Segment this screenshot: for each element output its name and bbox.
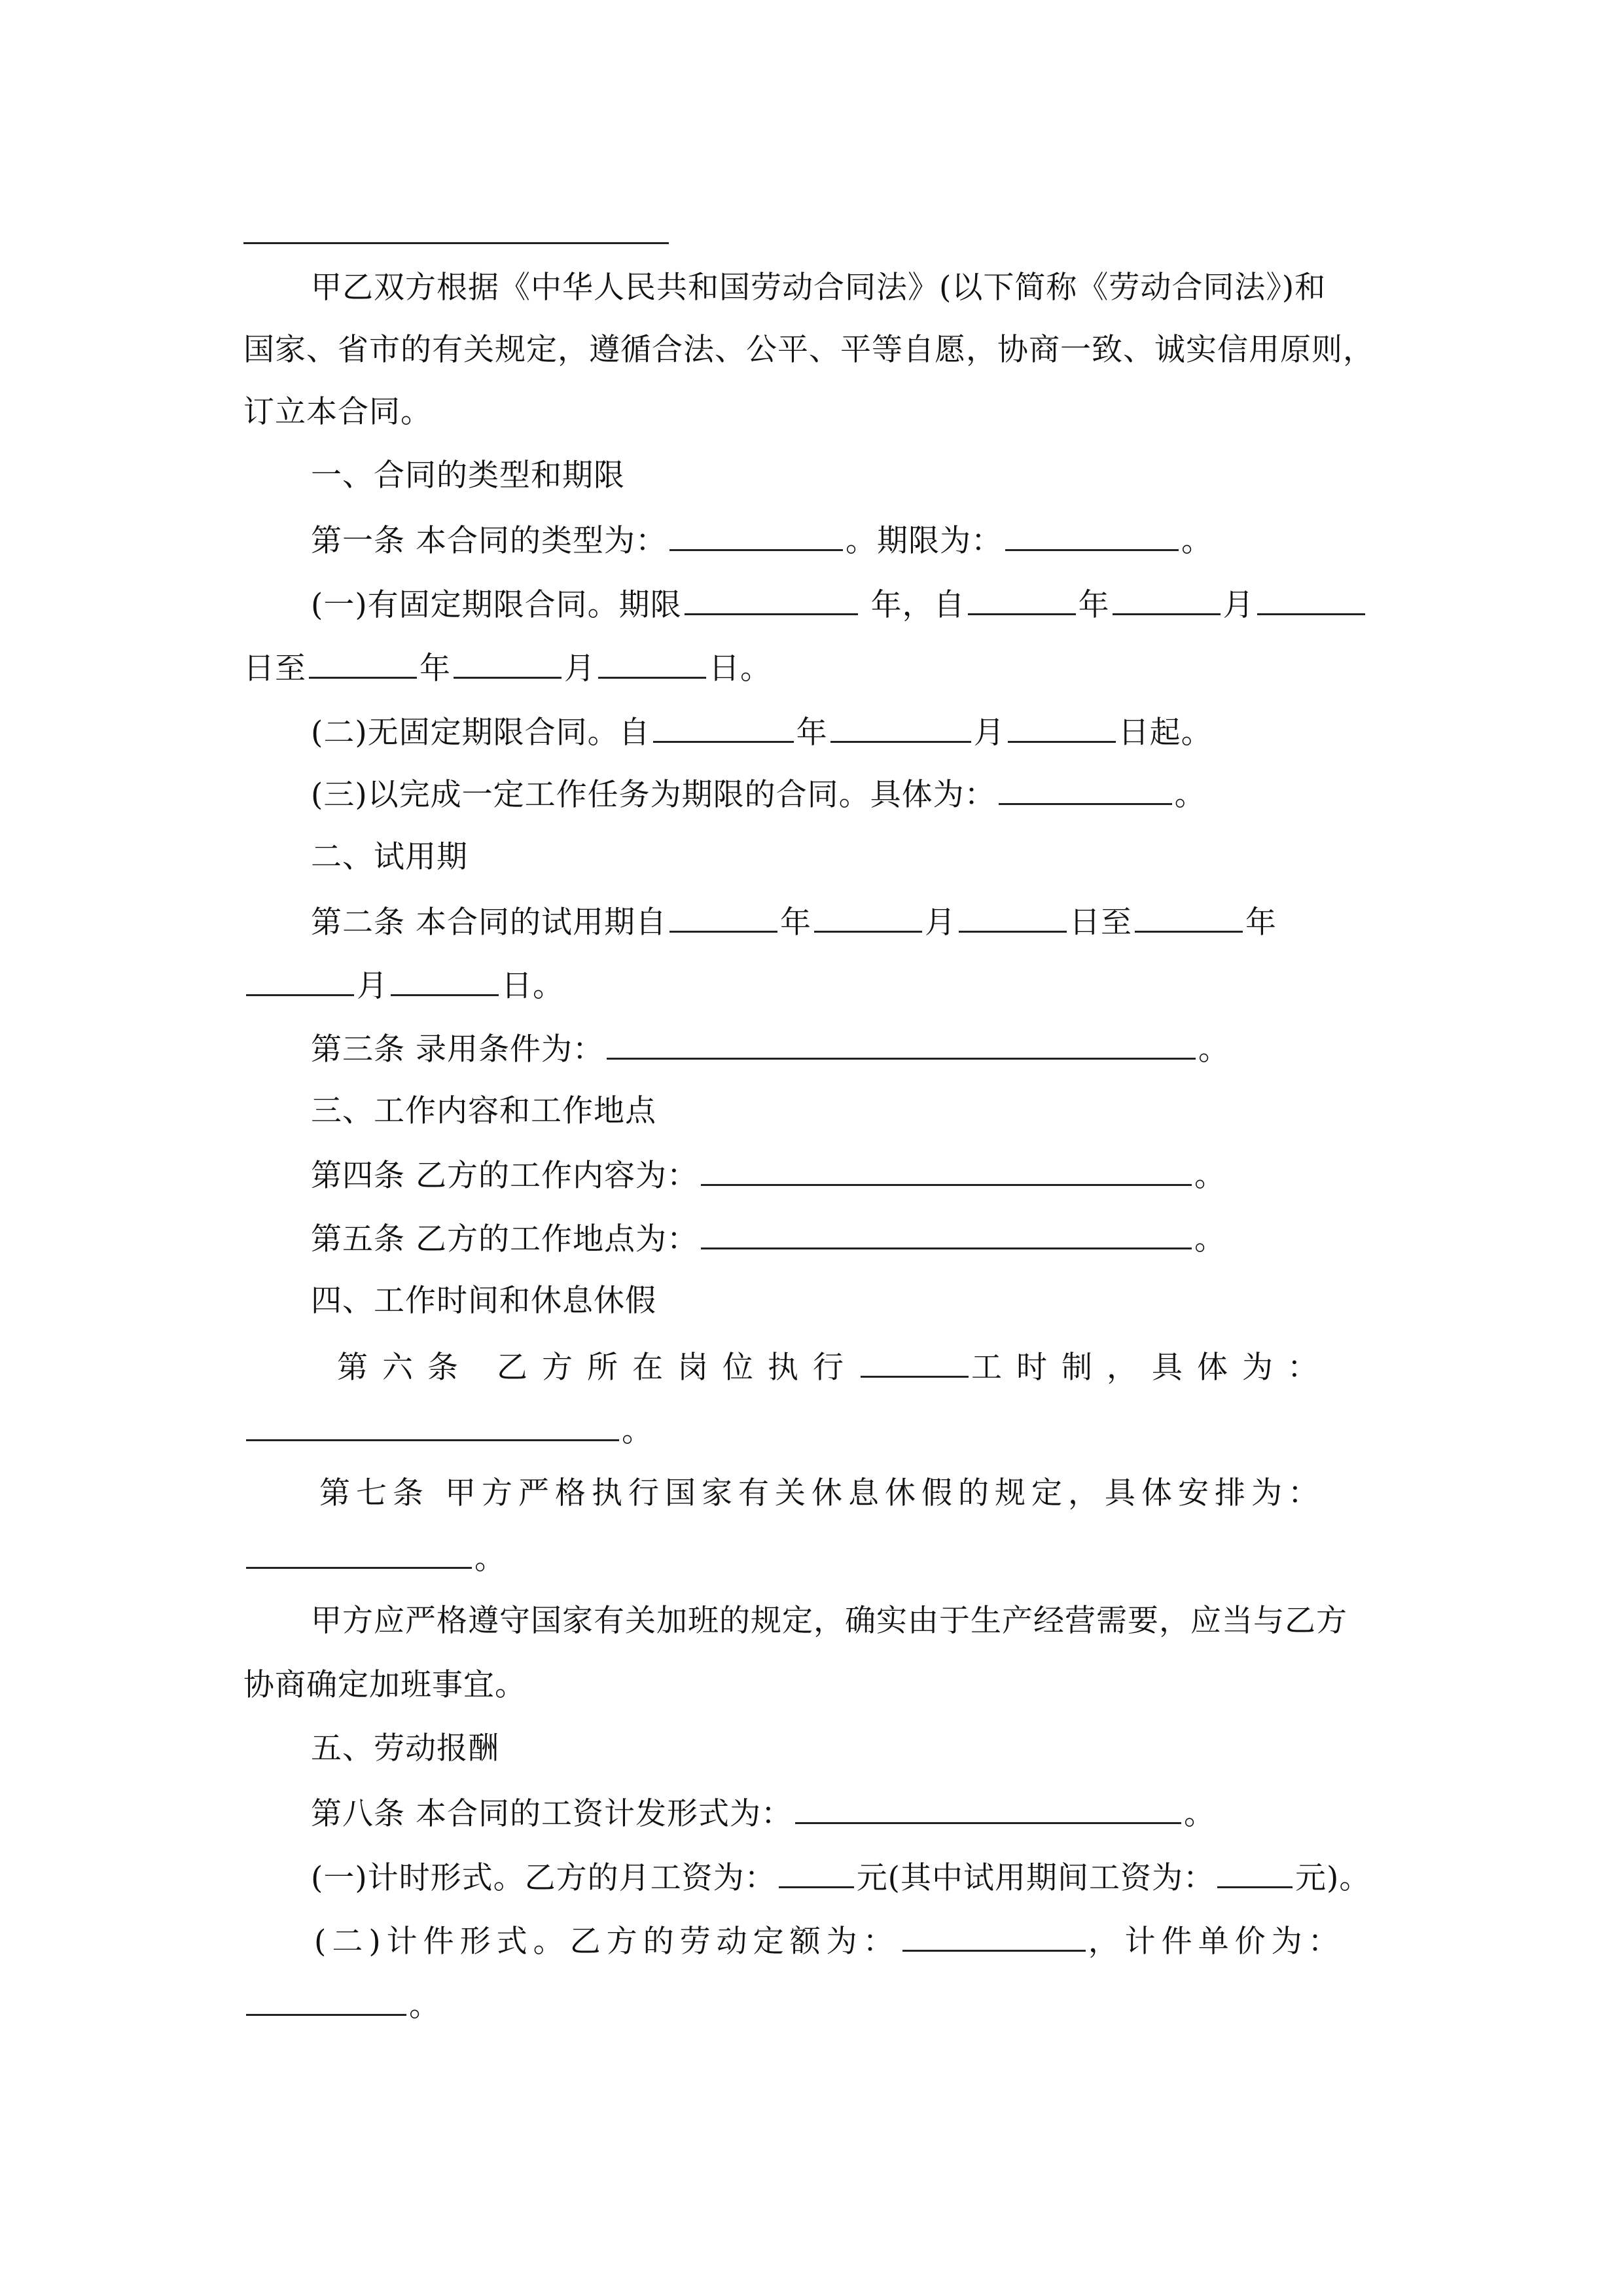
unit-price-label: ，计件单价为：: [1088, 1924, 1345, 1960]
work-hours-label: 工时制，具体为：: [971, 1350, 1332, 1386]
piece-wage-label: (二)计件形式。乙方的劳动定额为：: [314, 1924, 900, 1960]
start-month-blank[interactable]: [1113, 584, 1221, 615]
job-location-blank[interactable]: [701, 1219, 1192, 1249]
day-to-label: 日至: [243, 651, 306, 687]
open-term-label: (二)无固定期限合同。自: [311, 715, 651, 751]
end-month-blank[interactable]: [454, 648, 562, 679]
task-blank[interactable]: [999, 774, 1172, 805]
article-2-line-2: [243, 965, 564, 1006]
hiring-conditions-blank[interactable]: [607, 1029, 1196, 1060]
period: 。: [474, 1541, 506, 1577]
probation-end-day-blank[interactable]: [391, 965, 499, 996]
period: 。: [409, 1988, 440, 2024]
work-hours-blank[interactable]: [861, 1347, 969, 1378]
section-1-title: 一、合同的类型和期限: [311, 457, 625, 493]
intro-line-1: 甲乙双方根据《中华人民共和国劳动合同法》(以下简称《劳动合同法》)和: [311, 270, 1327, 306]
article-3-label: 第三条 录用条件为：: [311, 1031, 604, 1067]
job-content-blank[interactable]: [701, 1155, 1192, 1186]
overtime-line-2: 协商确定加班事宜。: [243, 1667, 526, 1703]
day-to-label: 日至: [1069, 905, 1132, 941]
years-blank[interactable]: [685, 584, 858, 615]
day-end-label: 日。: [501, 968, 564, 1004]
article-7-line-2: [243, 1538, 506, 1579]
piece-wage-line: [314, 1921, 1345, 1962]
overtime-line-1: 甲方应严格遵守国家有关加班的规定，确实由于生产经营需要，应当与乙方: [311, 1603, 1347, 1639]
period: 。: [1181, 523, 1213, 559]
month-label: 月: [924, 905, 956, 941]
period: 。: [1183, 1796, 1215, 1832]
period: 。: [1194, 1221, 1226, 1257]
section-5-title: 五、劳动报酬: [311, 1731, 499, 1767]
piece-wage-line-2: [243, 1985, 440, 2026]
monthly-wage-blank[interactable]: [779, 1857, 854, 1888]
work-hours-detail-blank[interactable]: [246, 1410, 619, 1441]
article-7: 第七条 甲方严格执行国家有关休息休假的规定，具体安排为：: [319, 1475, 1325, 1511]
probation-end-month-blank[interactable]: [246, 965, 354, 996]
year-label: 年: [1078, 587, 1110, 623]
period: 。: [1198, 1031, 1230, 1067]
article-5-label: 第五条 乙方的工作地点为：: [311, 1221, 698, 1257]
intro-line-3: 订立本合同。: [243, 394, 432, 430]
intro-line-2: 国家、省市的有关规定，遵循合法、公平、平等自愿，协商一致、诚实信用原则，: [243, 332, 1374, 368]
month-label: 月: [564, 651, 596, 687]
period: 。: [1194, 1158, 1226, 1194]
year-label: 年: [419, 651, 451, 687]
probation-wage-label: 元(其中试用期间工资为：: [856, 1860, 1215, 1896]
month-label: 月: [357, 968, 388, 1004]
probation-start-day-blank[interactable]: [959, 902, 1067, 933]
rest-arrangement-blank[interactable]: [246, 1538, 472, 1569]
yuan-label: 元)。: [1295, 1860, 1371, 1896]
probation-start-year-blank[interactable]: [669, 902, 777, 933]
probation-start-month-blank[interactable]: [814, 902, 922, 933]
section-2-title: 二、试用期: [311, 839, 468, 875]
term-label: 。期限为：: [845, 523, 1003, 559]
time-wage-label: (一)计时形式。乙方的月工资为：: [311, 1860, 776, 1896]
task-term-label: (三)以完成一定工作任务为期限的合同。具体为：: [311, 777, 996, 813]
wage-form-blank[interactable]: [795, 1793, 1181, 1824]
contract-type-blank[interactable]: [669, 520, 843, 551]
article-6: [337, 1347, 1332, 1388]
fixed-term-label: (一)有固定期限合同。期限: [311, 587, 682, 623]
month-label: 月: [1222, 587, 1255, 623]
from-label: 年，自: [860, 587, 965, 623]
open-term-line: [311, 712, 1213, 753]
article-6-label: 第六条 乙方所在岗位执行: [337, 1350, 858, 1386]
article-1-label: 第一条 本合同的类型为：: [311, 523, 667, 559]
header-rule: [243, 242, 669, 244]
article-4-label: 第四条 乙方的工作内容为：: [311, 1158, 698, 1194]
probation-end-year-blank[interactable]: [1135, 902, 1243, 933]
article-4: [311, 1155, 1226, 1196]
article-2: [311, 902, 1277, 942]
section-3-title: 三、工作内容和工作地点: [311, 1093, 656, 1129]
end-year-blank[interactable]: [309, 648, 417, 679]
labor-quota-blank[interactable]: [902, 1921, 1086, 1952]
article-5: [311, 1219, 1226, 1259]
article-6-line-2: [243, 1410, 653, 1451]
term-blank[interactable]: [1005, 520, 1179, 551]
fixed-term-line: [311, 584, 1368, 625]
month-label: 月: [973, 715, 1005, 751]
section-4-title: 四、工作时间和休息休假: [311, 1283, 656, 1319]
end-day-blank[interactable]: [598, 648, 706, 679]
article-1: [311, 520, 1213, 561]
article-8-label: 第八条 本合同的工资计发形式为：: [311, 1796, 793, 1832]
day-from-label: 日起。: [1118, 715, 1213, 751]
period: 。: [622, 1413, 653, 1449]
open-year-blank[interactable]: [653, 712, 794, 743]
start-year-blank[interactable]: [968, 584, 1076, 615]
year-label: 年: [779, 905, 812, 941]
open-month-blank[interactable]: [830, 712, 971, 743]
task-term-line: [311, 774, 1206, 815]
unit-price-blank[interactable]: [246, 1985, 406, 2016]
article-2-label: 第二条 本合同的试用期自: [311, 905, 667, 941]
time-wage-line: [311, 1857, 1370, 1898]
fixed-term-line-2: [243, 648, 772, 689]
period: 。: [1174, 777, 1206, 813]
day-end-label: 日。: [709, 651, 772, 687]
article-3: [311, 1029, 1230, 1069]
year-label: 年: [796, 715, 828, 751]
open-day-blank[interactable]: [1008, 712, 1116, 743]
start-day-blank[interactable]: [1257, 584, 1365, 615]
probation-wage-blank[interactable]: [1217, 1857, 1293, 1888]
article-8: [311, 1793, 1215, 1834]
year-label: 年: [1245, 905, 1277, 941]
